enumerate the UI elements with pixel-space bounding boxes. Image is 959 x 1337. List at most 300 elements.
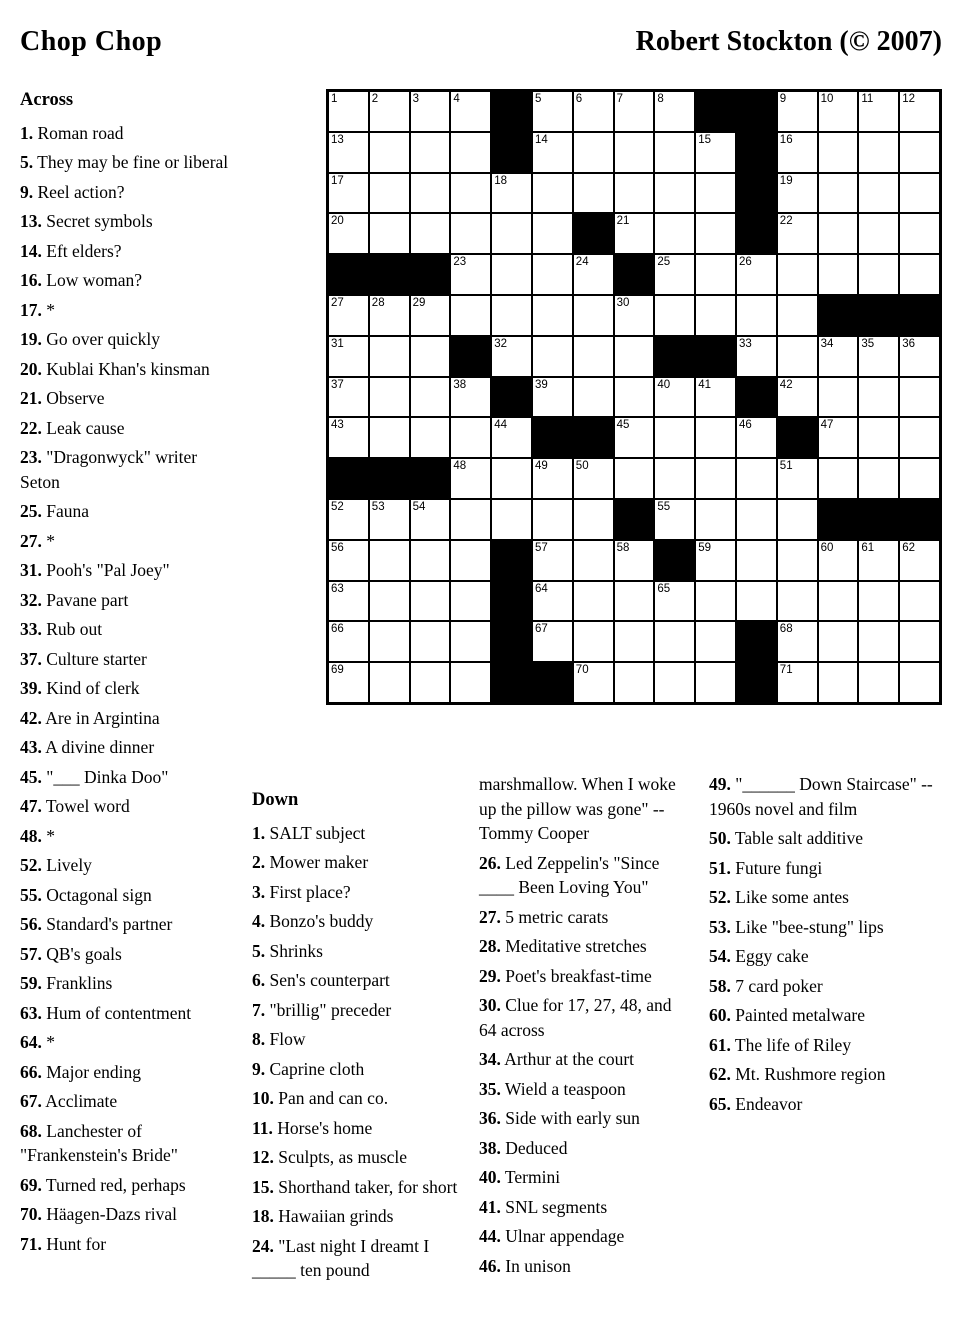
grid-cell[interactable] xyxy=(411,663,450,702)
grid-cell[interactable] xyxy=(819,255,858,294)
black-cell xyxy=(615,255,654,294)
clue-number: 41. xyxy=(479,1196,501,1217)
grid-cell[interactable] xyxy=(370,500,409,539)
grid-cell[interactable] xyxy=(533,92,572,131)
grid-cell[interactable] xyxy=(737,541,776,580)
grid-cell[interactable] xyxy=(819,378,858,417)
grid-cell[interactable] xyxy=(533,541,572,580)
cell-number: 62 xyxy=(902,541,915,554)
clue-number: 66. xyxy=(20,1061,42,1082)
clue: 46. In unison xyxy=(479,1255,571,1276)
clue: 55. Octagonal sign xyxy=(20,884,152,905)
clue: 68. Lanchester of "Frankenstein's Bride" xyxy=(20,1120,178,1165)
grid-cell[interactable] xyxy=(859,133,898,172)
grid-cell[interactable] xyxy=(370,418,409,457)
clue: 56. Standard's partner xyxy=(20,914,173,934)
grid-cell[interactable] xyxy=(451,378,490,417)
grid-cell[interactable] xyxy=(737,296,776,335)
cell-number: 15 xyxy=(698,133,711,146)
grid-cell[interactable] xyxy=(778,541,817,580)
grid-cell[interactable] xyxy=(900,418,939,457)
grid-cell[interactable] xyxy=(451,296,490,335)
grid-cell[interactable] xyxy=(492,337,531,376)
grid-cell[interactable] xyxy=(574,500,613,539)
black-cell xyxy=(533,418,572,457)
grid-cell[interactable] xyxy=(492,459,531,498)
grid-cell[interactable] xyxy=(778,296,817,335)
clue: 2. Mower maker xyxy=(252,852,369,872)
grid-cell[interactable] xyxy=(329,214,368,253)
grid-cell[interactable] xyxy=(859,337,898,376)
cell-number: 45 xyxy=(616,419,630,432)
grid-cell[interactable] xyxy=(533,337,572,376)
grid-cell[interactable] xyxy=(778,174,817,213)
grid-cell[interactable] xyxy=(370,378,409,417)
grid-cell[interactable] xyxy=(451,459,490,498)
grid-cell[interactable] xyxy=(900,133,939,172)
grid-cell[interactable] xyxy=(819,541,858,580)
grid-cell[interactable] xyxy=(451,133,490,172)
grid-cell[interactable] xyxy=(451,255,490,294)
clue: 5. Shrinks xyxy=(252,940,323,961)
grid-cell[interactable] xyxy=(696,500,735,539)
cell-number: 58 xyxy=(616,541,630,554)
grid-cell[interactable] xyxy=(696,214,735,253)
grid-cell[interactable] xyxy=(859,214,898,253)
clue-number: 35. xyxy=(479,1078,501,1099)
clue: 34. Arthur at the court xyxy=(479,1049,635,1069)
clue: 67. Acclimate xyxy=(20,1091,118,1111)
grid-cell[interactable] xyxy=(859,541,898,580)
grid-cell[interactable] xyxy=(655,582,694,621)
grid-cell[interactable] xyxy=(574,174,613,213)
cell-number: 1 xyxy=(331,93,338,105)
grid-cell[interactable] xyxy=(778,622,817,661)
clue-number: 1. xyxy=(20,122,34,143)
grid-cell[interactable] xyxy=(696,622,735,661)
clue-number: 24. xyxy=(252,1235,274,1256)
clue: 61. The life of Riley xyxy=(709,1034,852,1055)
grid-cell[interactable] xyxy=(533,174,572,213)
clue-number: 8. xyxy=(252,1029,266,1049)
grid-cell[interactable] xyxy=(329,663,368,702)
grid-cell[interactable] xyxy=(451,418,490,457)
cell-number: 9 xyxy=(779,93,787,105)
cell-number: 56 xyxy=(331,541,344,554)
grid-cell[interactable] xyxy=(615,378,654,417)
grid-cell[interactable] xyxy=(574,622,613,661)
grid-cell[interactable] xyxy=(819,337,858,376)
grid-cell[interactable] xyxy=(819,459,858,498)
cell-number: 71 xyxy=(779,664,793,677)
grid-cell[interactable] xyxy=(574,296,613,335)
grid-cell[interactable] xyxy=(533,133,572,172)
grid-cell[interactable] xyxy=(329,296,368,335)
clue: 37. Culture starter xyxy=(20,648,147,669)
cell-number: 35 xyxy=(861,337,875,350)
grid-cell[interactable] xyxy=(329,92,368,131)
grid-cell[interactable] xyxy=(696,255,735,294)
clue: 70. Häagen-Dazs rival xyxy=(20,1204,177,1224)
grid-cell[interactable] xyxy=(615,174,654,213)
grid-cell[interactable] xyxy=(859,663,898,702)
grid-cell[interactable] xyxy=(615,337,654,376)
clue-number: 37. xyxy=(20,648,42,669)
grid-cell[interactable] xyxy=(411,541,450,580)
grid-cell[interactable] xyxy=(900,459,939,498)
grid-cell[interactable] xyxy=(655,378,694,417)
grid-cell[interactable] xyxy=(370,663,409,702)
grid-cell[interactable] xyxy=(819,622,858,661)
grid-cell[interactable] xyxy=(778,337,817,376)
grid-cell[interactable] xyxy=(778,92,817,131)
clue: 14. Eft elders? xyxy=(20,240,122,261)
grid-cell[interactable] xyxy=(574,378,613,417)
grid-cell[interactable] xyxy=(778,255,817,294)
clue-number: 55. xyxy=(20,884,42,905)
grid-cell[interactable] xyxy=(859,255,898,294)
grid-cell[interactable] xyxy=(451,92,490,131)
grid-cell[interactable] xyxy=(451,500,490,539)
grid-cell[interactable] xyxy=(451,214,490,253)
grid-cell[interactable] xyxy=(778,214,817,253)
clue: 39. Kind of clerk xyxy=(20,678,140,698)
clue: 32. Pavane part xyxy=(20,589,129,610)
grid-cell[interactable] xyxy=(615,541,654,580)
grid-cell[interactable] xyxy=(737,337,776,376)
grid-cell[interactable] xyxy=(411,92,450,131)
grid-cell[interactable] xyxy=(451,622,490,661)
clue-number: 62. xyxy=(709,1064,731,1084)
grid-cell[interactable] xyxy=(696,663,735,702)
grid-cell[interactable] xyxy=(411,418,450,457)
grid-cell[interactable] xyxy=(778,133,817,172)
grid-cell[interactable] xyxy=(900,582,939,621)
clue-number: 29. xyxy=(479,965,501,986)
grid-cell[interactable] xyxy=(492,296,531,335)
grid-cell[interactable] xyxy=(696,541,735,580)
clue-number: 16. xyxy=(20,270,42,290)
grid-cell[interactable] xyxy=(696,174,735,213)
cell-number: 67 xyxy=(534,623,548,636)
clue: 69. Turned red, perhaps xyxy=(20,1174,186,1195)
grid-cell[interactable] xyxy=(696,418,735,457)
grid-cell[interactable] xyxy=(411,174,450,213)
clue: 26. Led Zeppelin's "Since ____ Been Loving You" xyxy=(479,852,660,897)
clue: 45. "___ Dinka Doo" xyxy=(20,766,169,787)
grid-cell[interactable] xyxy=(819,214,858,253)
clue-number: 11. xyxy=(252,1117,273,1138)
grid-cell[interactable] xyxy=(819,663,858,702)
grid-cell[interactable] xyxy=(615,214,654,253)
grid-cell[interactable] xyxy=(696,378,735,417)
grid-cell[interactable] xyxy=(737,459,776,498)
grid-cell[interactable] xyxy=(655,133,694,172)
clue: 13. Secret symbols xyxy=(20,211,153,231)
grid-cell[interactable] xyxy=(819,582,858,621)
clue-number: 17. xyxy=(20,299,42,320)
grid-cell[interactable] xyxy=(655,296,694,335)
black-cell xyxy=(492,378,531,417)
clue-number: 47. xyxy=(20,796,42,816)
grid-cell[interactable] xyxy=(370,541,409,580)
cell-number: 34 xyxy=(820,337,834,350)
clue-number: 65. xyxy=(709,1093,731,1114)
across-clues-list xyxy=(20,121,238,1257)
grid-cell[interactable] xyxy=(859,174,898,213)
grid-cell[interactable] xyxy=(370,133,409,172)
grid-cell[interactable] xyxy=(859,378,898,417)
grid-cell[interactable] xyxy=(737,418,776,457)
cell-number: 26 xyxy=(738,256,752,269)
cell-number: 3 xyxy=(412,93,419,105)
grid-cell[interactable] xyxy=(574,541,613,580)
clue-number: 63. xyxy=(20,1002,42,1023)
clue-number: 46. xyxy=(479,1255,501,1276)
clue-number: 14. xyxy=(20,240,42,261)
grid-cell[interactable] xyxy=(859,582,898,621)
grid-cell[interactable] xyxy=(900,378,939,417)
grid-cell[interactable] xyxy=(329,582,368,621)
clue-number: 30. xyxy=(479,995,501,1015)
grid-cell[interactable] xyxy=(819,133,858,172)
grid-cell[interactable] xyxy=(533,622,572,661)
grid-cell[interactable] xyxy=(451,663,490,702)
clue: 22. Leak cause xyxy=(20,417,125,438)
clue: 24. "Last night I dreamt I _____ ten pound xyxy=(252,1235,430,1280)
clue: 52. Like some antes xyxy=(709,887,849,907)
clue: 62. Mt. Rushmore region xyxy=(709,1064,886,1084)
grid-cell[interactable] xyxy=(615,459,654,498)
grid-cell[interactable] xyxy=(900,337,939,376)
cell-number: 20 xyxy=(331,215,344,228)
cell-number: 41 xyxy=(698,378,711,391)
grid-cell[interactable] xyxy=(778,378,817,417)
grid-cell[interactable] xyxy=(411,337,450,376)
grid-cell[interactable] xyxy=(615,622,654,661)
clue: 41. SNL segments xyxy=(479,1196,608,1217)
clue: 20. Kublai Khan's kinsman xyxy=(20,358,210,379)
cell-number: 29 xyxy=(412,296,426,309)
cell-number: 65 xyxy=(657,582,671,595)
grid-cell[interactable] xyxy=(574,459,613,498)
grid-cell[interactable] xyxy=(329,500,368,539)
grid-cell[interactable] xyxy=(655,174,694,213)
grid-cell[interactable] xyxy=(778,500,817,539)
cell-number: 48 xyxy=(453,460,467,473)
grid-cell[interactable] xyxy=(411,622,450,661)
grid-cell[interactable] xyxy=(411,500,450,539)
grid-cell[interactable] xyxy=(370,582,409,621)
grid-cell[interactable] xyxy=(696,459,735,498)
grid-cell[interactable] xyxy=(655,663,694,702)
cell-number: 52 xyxy=(331,500,344,513)
grid-cell[interactable] xyxy=(451,582,490,621)
grid-cell[interactable] xyxy=(900,663,939,702)
clue-number: 67. xyxy=(20,1091,42,1111)
clue: 8. Flow xyxy=(252,1029,306,1049)
cell-number: 25 xyxy=(657,256,671,269)
grid-cell[interactable] xyxy=(778,459,817,498)
black-cell xyxy=(329,255,368,294)
grid-cell[interactable] xyxy=(696,582,735,621)
cell-number: 32 xyxy=(494,337,507,350)
down-clues-list-2 xyxy=(479,772,693,1278)
grid-cell[interactable] xyxy=(411,133,450,172)
clue-number: 64. xyxy=(20,1032,42,1052)
clue: 21. Observe xyxy=(20,388,105,408)
grid-cell[interactable] xyxy=(819,418,858,457)
grid-cell[interactable] xyxy=(370,214,409,253)
clue-number: 27. xyxy=(479,906,501,927)
grid-cell[interactable] xyxy=(900,214,939,253)
grid-cell[interactable] xyxy=(370,174,409,213)
grid-cell[interactable] xyxy=(329,378,368,417)
clue-number: 34. xyxy=(479,1049,501,1069)
clue: 18. Hawaiian grinds xyxy=(252,1206,394,1226)
grid-cell[interactable] xyxy=(655,622,694,661)
clue-number: 45. xyxy=(20,766,42,787)
clue-number: 61. xyxy=(709,1034,731,1055)
grid-cell[interactable] xyxy=(533,378,572,417)
grid-cell[interactable] xyxy=(696,296,735,335)
cell-number: 37 xyxy=(331,378,344,391)
clue: 3. First place? xyxy=(252,881,351,902)
grid-cell[interactable] xyxy=(819,92,858,131)
grid-cell[interactable] xyxy=(778,582,817,621)
cell-number: 24 xyxy=(575,256,589,269)
black-cell xyxy=(370,459,409,498)
cell-number: 12 xyxy=(902,93,915,105)
clue: 25. Fauna xyxy=(20,501,90,521)
grid-cell[interactable] xyxy=(370,622,409,661)
grid-cell[interactable] xyxy=(655,500,694,539)
grid-cell[interactable] xyxy=(655,418,694,457)
grid-cell[interactable] xyxy=(859,92,898,131)
grid-cell[interactable] xyxy=(615,663,654,702)
cell-number: 30 xyxy=(616,296,630,309)
grid-cell[interactable] xyxy=(492,214,531,253)
grid-cell[interactable] xyxy=(655,92,694,131)
grid-cell[interactable] xyxy=(900,541,939,580)
down-heading: Down xyxy=(252,790,299,810)
grid-cell[interactable] xyxy=(615,418,654,457)
black-cell xyxy=(492,663,531,702)
black-cell xyxy=(778,418,817,457)
grid-cell[interactable] xyxy=(411,296,450,335)
cell-number: 6 xyxy=(575,93,583,105)
grid-cell[interactable] xyxy=(533,582,572,621)
grid-cell[interactable] xyxy=(533,255,572,294)
cell-number: 50 xyxy=(575,460,589,473)
clue-number: 9. xyxy=(20,181,34,202)
black-cell xyxy=(737,378,776,417)
grid-cell[interactable] xyxy=(696,133,735,172)
grid-cell[interactable] xyxy=(574,337,613,376)
grid-cell[interactable] xyxy=(492,174,531,213)
across-clues-column xyxy=(20,88,238,1261)
grid-cell[interactable] xyxy=(533,500,572,539)
grid-cell[interactable] xyxy=(370,296,409,335)
grid-cell[interactable] xyxy=(737,255,776,294)
grid-cell[interactable] xyxy=(859,622,898,661)
clue-number: 54. xyxy=(709,946,731,966)
black-cell xyxy=(492,133,531,172)
cell-number: 4 xyxy=(453,93,460,105)
grid-cell[interactable] xyxy=(329,337,368,376)
cell-number: 7 xyxy=(616,93,623,105)
black-cell xyxy=(737,174,776,213)
grid-cell[interactable] xyxy=(370,337,409,376)
grid-cell[interactable] xyxy=(533,214,572,253)
black-cell xyxy=(574,418,613,457)
grid-cell[interactable] xyxy=(859,459,898,498)
clue-number: 6. xyxy=(252,970,266,990)
grid-cell[interactable] xyxy=(492,418,531,457)
grid-cell[interactable] xyxy=(900,92,939,131)
grid-cell[interactable] xyxy=(819,174,858,213)
grid-cell[interactable] xyxy=(655,214,694,253)
grid-cell[interactable] xyxy=(329,541,368,580)
grid-cell[interactable] xyxy=(900,622,939,661)
grid-cell[interactable] xyxy=(370,92,409,131)
clue-number: 49. xyxy=(709,774,731,794)
grid-cell[interactable] xyxy=(574,92,613,131)
grid-cell[interactable] xyxy=(411,582,450,621)
grid-cell[interactable] xyxy=(859,418,898,457)
grid-cell[interactable] xyxy=(655,255,694,294)
clue-number: 7. xyxy=(252,999,266,1020)
grid-cell[interactable] xyxy=(615,582,654,621)
grid-cell[interactable] xyxy=(574,663,613,702)
grid-cell[interactable] xyxy=(655,459,694,498)
grid-cell[interactable] xyxy=(329,174,368,213)
grid-cell[interactable] xyxy=(533,296,572,335)
grid-cell[interactable] xyxy=(574,255,613,294)
grid-cell[interactable] xyxy=(737,500,776,539)
clue: 4. Bonzo's buddy xyxy=(252,911,374,931)
clue: 59. Franklins xyxy=(20,973,113,993)
grid-cell[interactable] xyxy=(492,500,531,539)
cell-number: 28 xyxy=(371,296,385,309)
grid-cell[interactable] xyxy=(451,541,490,580)
grid-cell[interactable] xyxy=(900,174,939,213)
grid-cell[interactable] xyxy=(329,133,368,172)
grid-cell[interactable] xyxy=(574,582,613,621)
grid-cell[interactable] xyxy=(574,133,613,172)
grid-cell[interactable] xyxy=(900,255,939,294)
clue: 38. Deduced xyxy=(479,1137,568,1158)
grid-cell[interactable] xyxy=(737,582,776,621)
grid-cell[interactable] xyxy=(329,418,368,457)
grid-cell[interactable] xyxy=(411,378,450,417)
grid-cell[interactable] xyxy=(329,622,368,661)
grid-cell[interactable] xyxy=(615,92,654,131)
grid-cell[interactable] xyxy=(778,663,817,702)
clue: 30. Clue for 17, 27, 48, and 64 across xyxy=(479,995,672,1040)
clue-number: 70. xyxy=(20,1204,42,1224)
black-cell xyxy=(492,541,531,580)
grid-cell[interactable] xyxy=(615,133,654,172)
grid-cell[interactable] xyxy=(451,174,490,213)
grid-cell[interactable] xyxy=(615,296,654,335)
clue: 27. 5 metric carats xyxy=(479,906,609,927)
clue-number: 38. xyxy=(479,1137,501,1158)
grid-cell[interactable] xyxy=(492,255,531,294)
grid-cell[interactable] xyxy=(533,459,572,498)
grid-cell[interactable] xyxy=(411,214,450,253)
black-cell xyxy=(737,663,776,702)
